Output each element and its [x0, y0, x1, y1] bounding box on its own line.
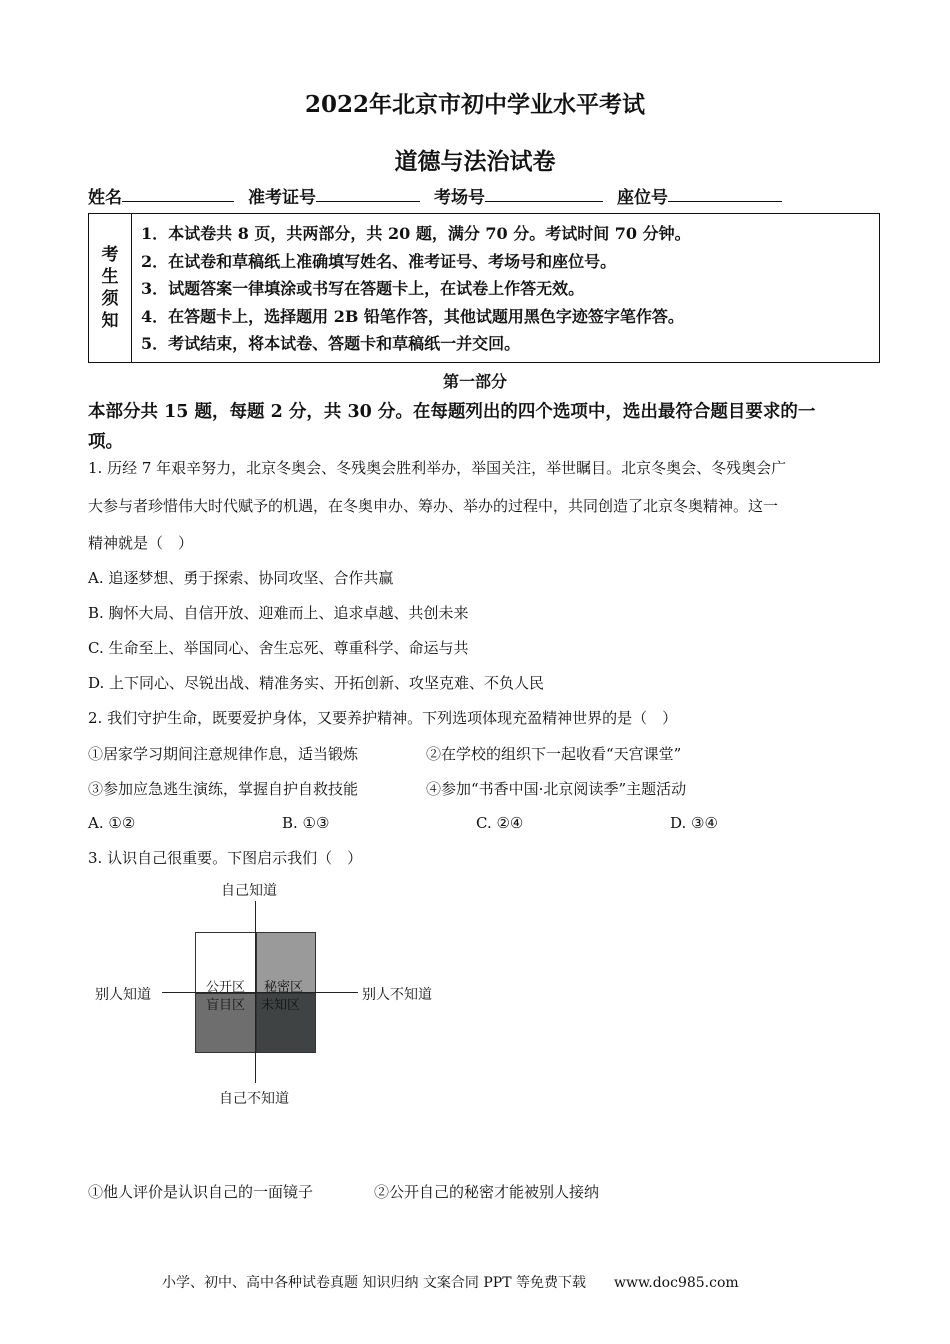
q2-item-4: ④参加“书香中国·北京阅读季”主题活动: [426, 780, 687, 798]
quadrant-blind-label: 盲目区: [206, 998, 246, 1013]
axis-label-right: 别人不知道: [362, 987, 432, 1003]
notice-rule: 3．试题答案一律填涂或书写在答题卡上，在试卷上作答无效。: [141, 279, 585, 298]
candidate-info-row: [88, 183, 796, 208]
q1-stem-line2: 大参与者珍惜伟大时代赋予的机遇，在冬奥申办、筹办、举办的过程中，共同创造了北京冬奥精神。这一: [88, 497, 779, 515]
notice-rule: 5．考试结束，将本试卷、答题卡和草稿纸一并交回。: [141, 334, 521, 353]
seat-blank: [668, 183, 782, 202]
q1-option-b: B. 胸怀大局、自信开放、迎难而上、追求卓越、共创未来: [88, 604, 469, 622]
q2-item-2: ②在学校的组织下一起收看“天宫课堂”: [426, 745, 682, 763]
q3-item-2: ②公开自己的秘密才能被别人接纳: [374, 1183, 600, 1201]
exam-id-label: 准考证号: [248, 188, 316, 208]
exam-room-label: 考场号: [434, 188, 485, 208]
q1-stem-line3: 精神就是（ ）: [88, 534, 194, 552]
page-title: 2022年北京市初中学业水平考试: [304, 91, 645, 118]
part-intro-line2: 项。: [88, 432, 123, 452]
johari-window-diagram: [80, 875, 460, 1115]
q1-stem-line1: 1. 历经 7 年艰辛努力，北京冬奥会、冬残奥会胜利举办，举国关注，举世瞩目。北京冬奥会、冬残奥会广: [88, 459, 787, 477]
page-footer: 小学、初中、高中各种试卷真题 知识归纳 文案合同 PPT 等免费下载 www.doc985.com: [162, 1275, 739, 1291]
notice-rules: [141, 220, 691, 358]
q2-option-a: A. ①②: [88, 814, 136, 832]
q1-option-c: C. 生命至上、举国同心、舍生忘死、尊重科学、命运与共: [88, 639, 469, 657]
q2-option-c: C. ②④: [476, 814, 524, 832]
q2-stem: 2. 我们守护生命，既要爱护身体，又要养护精神。下列选项体现充盈精神世界的是（ ）: [88, 709, 678, 727]
notice-rule: 2．在试卷和草稿纸上准确填写姓名、准考证号、考场号和座位号。: [141, 251, 617, 271]
q3-item-1: ①他人评价是认识自己的一面镜子: [88, 1183, 314, 1201]
exam-room-blank: [485, 183, 603, 202]
q3-stem: 3. 认识自己很重要。下图启示我们（ ）: [88, 849, 363, 867]
name-blank: [122, 183, 234, 202]
notice-label: 考 生 须 知: [89, 214, 132, 362]
q2-option-b: B. ①③: [282, 814, 330, 832]
q2-option-d: D. ③④: [670, 814, 718, 832]
quadrant-unknown-label: 未知区: [261, 998, 301, 1013]
exam-id-blank: [316, 183, 420, 202]
notice-rule: 1．本试卷共 8 页，共两部分，共 20 题，满分 70 分。考试时间 70 分钟。: [141, 224, 691, 243]
seat-label: 座位号: [617, 188, 668, 208]
notice-rule: 4．在答题卡上，选择题用 2B 铅笔作答，其他试题用黑色字迹签字笔作答。: [141, 306, 684, 326]
horizontal-axis: [162, 992, 358, 993]
axis-label-left: 别人知道: [95, 987, 151, 1003]
quadrant-open-label: 公开区: [206, 980, 246, 995]
axis-label-top: 自己知道: [221, 883, 277, 899]
quadrant-secret-label: 秘密区: [264, 980, 304, 995]
axis-label-bottom: 自己不知道: [219, 1091, 289, 1107]
q2-item-3: ③参加应急逃生演练，掌握自护自救技能: [88, 780, 359, 798]
notice-box: [88, 213, 880, 363]
page-subtitle: 道德与法治试卷: [394, 148, 556, 175]
q1-option-a: A. 追逐梦想、勇于探索、协同攻坚、合作共赢: [88, 569, 394, 587]
part-heading: 第一部分: [442, 372, 507, 391]
part-intro-line1: 本部分共 15 题，每题 2 分，共 30 分。在每题列出的四个选项中，选出最符合题目要求的一: [88, 402, 816, 422]
name-label: 姓名: [88, 188, 122, 208]
q2-item-1: ①居家学习期间注意规律作息，适当锻炼: [88, 745, 359, 763]
q1-option-d: D. 上下同心、尽锐出战、精准务实、开拓创新、攻坚克难、不负人民: [88, 674, 545, 692]
